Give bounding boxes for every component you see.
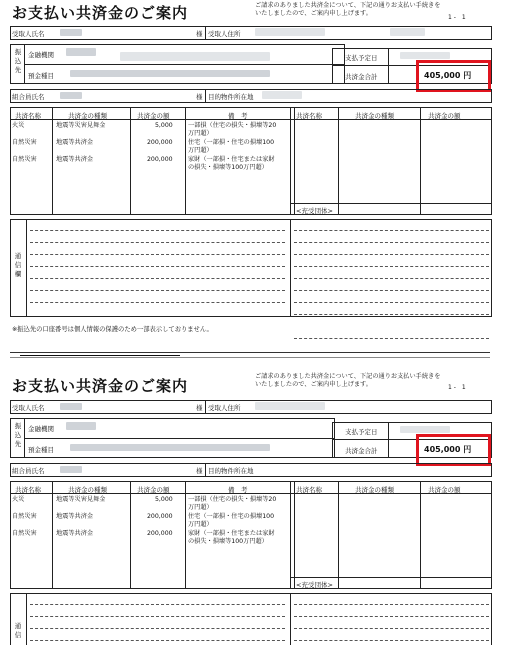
notice-bottom: [0, 370, 495, 645]
redacted-recipient: [60, 29, 82, 36]
row-3-type-2: 地震等共済金: [56, 530, 94, 537]
member-label-2: 組合員氏名: [12, 467, 45, 475]
col-header-note-2: 備 考: [228, 486, 248, 494]
right-col-header-name-2: 共済名称: [296, 486, 322, 494]
row-2-note-2-2: 万円超）: [188, 521, 213, 528]
right-col-header-type-2: 共済金の種類: [355, 486, 394, 494]
col-header-type: 共済金の種類: [68, 112, 107, 120]
communication-label-2: 通 信: [14, 622, 22, 639]
row-3-amount: 200,000: [147, 156, 173, 163]
row-3-note-1: 家財（一部損・住宅または家財: [188, 156, 275, 163]
row-2-type: 地震等共済金: [56, 139, 94, 146]
row-3-name: 自然災害: [12, 156, 37, 163]
col-header-note: 備 考: [228, 112, 248, 120]
row-3-note-2: の損失・損壊等100万円超）: [188, 164, 268, 171]
row-2-note-1: 住宅（一部損・住宅の損壊100: [188, 139, 275, 146]
highlight-box-2: [416, 434, 491, 466]
property-address-label-2: 目的物件所在地: [208, 467, 254, 475]
col-header-type-2: 共済金の種類: [68, 486, 107, 494]
property-address-label: 目的物件所在地: [208, 93, 254, 101]
member-honorific-2: 様: [196, 467, 203, 475]
footnote: ※振込先の口座番号は個人情報の保護のため一部表示しておりません。: [12, 326, 213, 333]
row-1-note-2-2: 万円超）: [188, 504, 213, 511]
top-note-line-1: ご請求のありました共済金について、下記の通りお支払い手続きを: [255, 2, 441, 9]
row-1-note-1-2: 一部損（住宅の損失・損壊等20: [188, 496, 277, 503]
right-col-header-amount-2: 共済金の額: [428, 486, 461, 494]
row-2-type-2: 地震等共済金: [56, 513, 94, 520]
total-amount: 405,000 円: [424, 71, 472, 80]
row-2-amount: 200,000: [147, 139, 173, 146]
destination-label-2: <充受団体>: [296, 581, 333, 589]
row-1-type-2: 地震等災害見舞金: [56, 496, 106, 503]
row-1-note-1: 一部損（住宅の損失・損壊等20: [188, 122, 277, 129]
row-3-note-1-2: 家財（一部損・住宅または家財: [188, 530, 275, 537]
total-label: 共済金合計: [345, 73, 378, 81]
row-3-amount-2: 200,000: [147, 530, 173, 537]
total-label-2: 共済金合計: [345, 447, 378, 455]
recipient-row-2: [10, 400, 492, 414]
bank-label-2: 金融機関: [28, 425, 54, 433]
total-amount-2: 405,000 円: [424, 445, 472, 454]
row-1-amount-2: 5,000: [155, 496, 173, 503]
document-title: お支払い共済金のご案内: [12, 4, 189, 22]
transfer-label-2: 振 込 先: [14, 422, 22, 448]
recipient-address-label: 受取人住所: [208, 30, 241, 38]
row-3-note-2-2: の損失・損壊等100万円超）: [188, 538, 268, 545]
row-2-note-1-2: 住宅（一部損・住宅の損壊100: [188, 513, 275, 520]
row-2-amount-2: 200,000: [147, 513, 173, 520]
payment-date-label-2: 支払予定日: [345, 428, 378, 436]
member-honorific: 様: [196, 93, 203, 101]
claims-table-right: [290, 107, 492, 215]
col-header-name-2: 共済名称: [15, 486, 41, 494]
top-note-2: ご請求のありました共済金について、下記の通りお支払い手続きを いたしましたので、ご案内申し上げます。: [255, 373, 441, 388]
account-label: 預金種目: [28, 72, 54, 80]
row-1-note-2: 万円超）: [188, 130, 213, 137]
bank-label: 金融機関: [28, 51, 54, 59]
recipient-address-label-2: 受取人住所: [208, 404, 241, 412]
page-mark: 1 - 1: [448, 14, 466, 21]
right-col-header-name: 共済名称: [296, 112, 322, 120]
col-header-amount: 共済金の額: [137, 112, 170, 120]
row-3-type: 地震等共済金: [56, 156, 94, 163]
page-mark-2: 1 - 1: [448, 384, 466, 391]
member-label: 組合員氏名: [12, 93, 45, 101]
col-header-amount-2: 共済金の額: [137, 486, 170, 494]
account-label-2: 預金種目: [28, 446, 54, 454]
row-2-note-2: 万円超）: [188, 147, 213, 154]
right-col-header-type: 共済金の種類: [355, 112, 394, 120]
document-title-2: お支払い共済金のご案内: [12, 377, 189, 395]
right-col-header-amount: 共済金の額: [428, 112, 461, 120]
communication-box-2: [10, 593, 492, 645]
transfer-label: 振 込 先: [14, 48, 22, 74]
redacted-address: [255, 28, 325, 36]
row-1-amount: 5,000: [155, 122, 173, 129]
top-note-line-2: いたしましたので、ご案内申し上げます。: [255, 10, 372, 17]
row-3-name-2: 自然災害: [12, 530, 37, 537]
recipient-label-2: 受取人氏名: [12, 404, 45, 412]
destination-label: <充受団体>: [296, 207, 333, 215]
payment-date-label: 支払予定日: [345, 54, 378, 62]
row-1-name-2: 火災: [12, 496, 25, 503]
row-2-name: 自然災害: [12, 139, 37, 146]
row-1-type: 地震等災害見舞金: [56, 122, 106, 129]
row-2-name-2: 自然災害: [12, 513, 37, 520]
highlight-box: [416, 60, 491, 92]
col-header-name: 共済名称: [15, 112, 41, 120]
communication-label: 通 信 欄: [14, 252, 22, 278]
claims-table-right-2: [290, 481, 492, 589]
row-1-name: 火災: [12, 122, 25, 129]
recipient-label: 受取人氏名: [12, 30, 45, 38]
honorific: 様: [196, 30, 203, 38]
honorific-2: 様: [196, 404, 203, 412]
